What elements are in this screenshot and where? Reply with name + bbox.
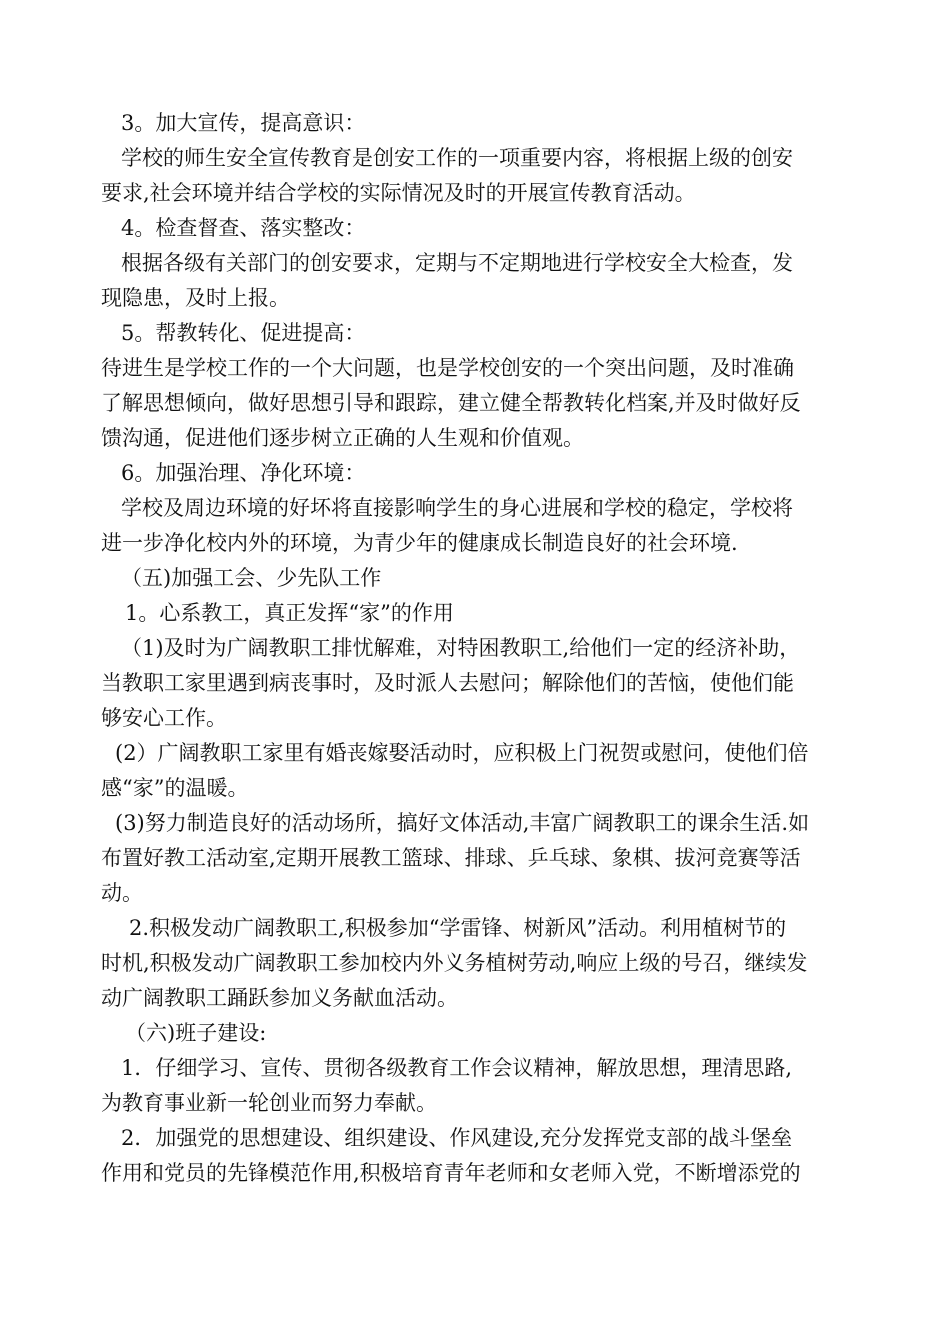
document-body [101,106,853,1191]
heading-5-assistance: 5。帮教转化、促进提高： [121,321,366,345]
text-line: 动广阔教职工踊跃参加义务献血活动。 [101,986,458,1010]
text-line: 动。 [101,881,143,905]
text-line: 当教职工家里遇到病丧事时，及时派人去慰问；解除他们的苦恼，使他们能 [101,671,794,695]
text-line: 进一步净化校内外的环境，为青少年的健康成长制造良好的社会环境. [101,531,738,555]
text-line: 待进生是学校工作的一个大问题，也是学校创安的一个突出问题，及时准确 [101,356,794,380]
text-line: 够安心工作。 [101,706,227,730]
text-line: (2）广阔教职工家里有婚丧嫁娶活动时，应积极上门祝贺或慰问，使他们倍 [115,741,809,765]
heading-3-publicity: 3。加大宣传，提高意识： [121,111,366,135]
text-line: 根据各级有关部门的创安要求，定期与不定期地进行学校安全大检查，发 [121,251,793,275]
text-line: 感“家”的温暖。 [101,776,249,800]
text-line: 学校及周边环境的好坏将直接影响学生的身心进展和学校的稳定，学校将 [121,496,793,520]
text-line: 要求,社会环境并结合学校的实际情况及时的开展宣传教育活动。 [101,181,696,205]
text-line: 馈沟通，促进他们逐步树立正确的人生观和价值观。 [101,426,584,450]
text-line: 时机,积极发动广阔教职工参加校内外义务植树劳动,响应上级的号召，继续发 [101,951,808,975]
text-line: 布置好教工活动室,定期开展教工篮球、排球、乒乓球、象棋、拔河竞赛等活 [101,846,801,870]
heading-6-environment: 6。加强治理、净化环境： [121,461,366,485]
text-line: （1)及时为广阔教职工排忧解难，对特困教职工,给他们一定的经济补助， [121,636,801,660]
text-line: 作用和党员的先锋模范作用,积极培育青年老师和女老师入党，不断增添党的 [101,1161,801,1185]
text-line: 2．加强党的思想建设、组织建设、作风建设,充分发挥党支部的战斗堡垒 [121,1126,793,1150]
text-line: 1．仔细学习、宣传、贯彻各级教育工作会议精神，解放思想，理清思路, [121,1056,793,1080]
text-line: 了解思想倾向，做好思想引导和跟踪，建立健全帮教转化档案,并及时做好反 [101,391,801,415]
text-line: (3)努力制造良好的活动场所，搞好文体活动,丰富广阔教职工的课余生活.如 [115,811,810,835]
section-heading-5: （五)加强工会、少先队工作 [121,566,382,590]
subheading-1-care: 1。心系教工，真正发挥“家”的作用 [125,601,454,625]
heading-4-inspection: 4。检查督查、落实整改： [121,216,366,240]
subheading-2-volunteer: 2.积极发动广阔教职工,积极参加“学雷锋、树新风”活动。利用植树节的 [129,916,787,940]
text-line: 现隐患，及时上报。 [101,286,290,310]
text-line: 学校的师生安全宣传教育是创安工作的一项重要内容，将根据上级的创安 [121,146,793,170]
text-line: 为教育事业新一轮创业而努力奉献。 [101,1091,437,1115]
section-heading-6: （六)班子建设: [125,1021,267,1045]
